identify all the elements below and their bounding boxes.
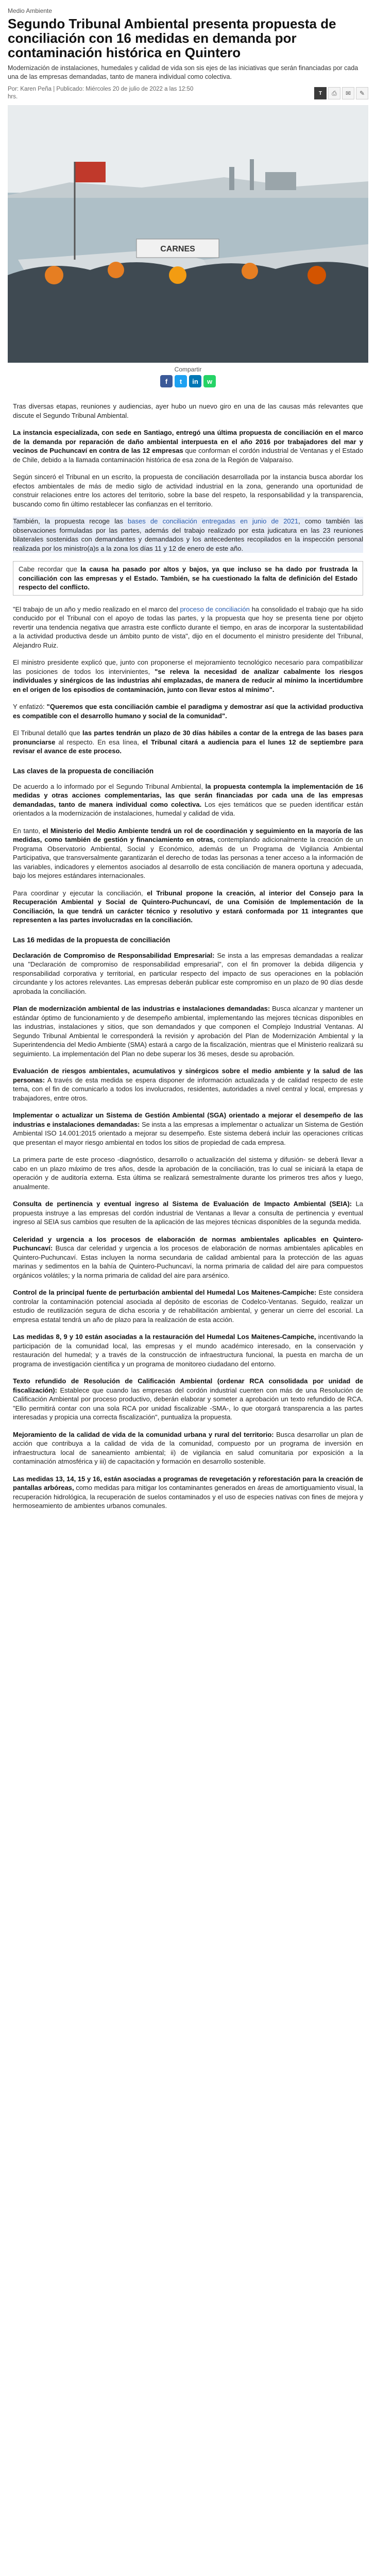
inline-link[interactable]: bases de conciliación entregadas en junio de 2021: [128, 517, 299, 525]
paragraph: El ministro presidente explicó que, junto con proponerse el mejoramiento tecnológico necesario para compatibilizar las posiciones de todos los intervinientes, "se releva la necesidad de analizar cabalmente los riesgos individuales y sinérgicos de las industrias ahí emplazadas, de manera de reducir al mínimo la incertidumbre en el origen de los episodios de contaminación, junto con llevar estos al mínimo".: [13, 658, 363, 693]
paragraph: Tras diversas etapas, reuniones y audiencias, ayer hubo un nuevo giro en una de las causas más relevantes que discute el Segundo Tribunal Ambiental.: [13, 402, 363, 419]
photo-person-4: [242, 263, 258, 279]
article-subtitle: Modernización de instalaciones, humedales y calidad de vida son sis ejes de las iniciativas que serán financiadas por cada una de las empresas demandadas, tanto de manera individual como colectiva.: [8, 64, 358, 80]
paragraph: De acuerdo a lo informado por el Segundo Tribunal Ambiental, la propuesta contempla la implementación de 16 medidas y otras acciones complementarias, las que serán financiadas por cada una de las empresas demandadas, tanto de manera individual como colectiva. Los ejes temáticos que se pueden identificar están orientados a la modernización de instalaciones, humedal y calidad de vida.: [13, 782, 363, 817]
paragraph: Cabe recordar que la causa ha pasado por altos y bajos, ya que incluso se ha dado por frustrada la conciliación con las empresas y el Estado. También, se ha cuestionado la falta de definición del Estado respecto del conflicto.: [19, 565, 357, 591]
measure-item: Plan de modernización ambiental de las industrias e instalaciones demandadas: Busca alcanzar y mantener un estándar óptimo de funcionamiento y de desempeño ambiental, implementando las mejores técnicas disponibles en las industrias, instalaciones y sitios, que son demandados y que componen el Complejo Industrial Ventanas. Al Segundo Tribunal Ambiental le corresponderá la revisión y aprobación del Plan de Modernización Ambiental y la Superintendencia del Medio Ambiente (SMA) estará a cargo de la fiscalización, mientras que el Ministerio realizará su seguimiento. La implementación del Plan no debe superar los 36 meses, desde su aprobación.: [13, 1005, 363, 1058]
measure-item: Declaración de Compromiso de Responsabilidad Empresarial: Se insta a las empresas demandadas a realizar una "Declaración de compromiso de responsabilidad empresarial", con el fin promover la debida diligencia y responsabilidad corporativa y territorial, en particular respecto del impacto de sus operaciones en la población circundante y los actores relevantes. Las empresas deberán publicar este compromiso en un plazo de 90 días desde aprobada la conciliación.: [13, 951, 364, 995]
measure-item: La primera parte de este proceso -diagnóstico, desarrollo o actualización del sistema y difusión- se deberá llevar a cabo en un plazo máximo de tres años, desde la aprobación de la conciliación, tras lo cual se iniciará la etapa de operación y de auditoría externa. Esta última se realizará semestralmente durante los primeros tres años y luego, anualmente.: [13, 1156, 363, 1191]
measure-item: Mejoramiento de la calidad de vida de la comunidad urbana y rural del territorio: Busca desarrollar un plan de acción que contribuya a la calidad de vida de la comunidad, compuesto por un programa de inversión en infraestructura local de saneamiento ambiental; ii) de vigilancia en salud comunitaria por exposición a la contaminación atmosférica y iii) de capacitación y formación en desarrollo sostenible.: [13, 1430, 363, 1465]
subheading: Las 16 medidas de la propuesta de conciliación: [13, 936, 170, 944]
section-label[interactable]: Medio Ambiente: [8, 7, 53, 14]
photo-person: [45, 266, 63, 284]
paragraph: Según sinceró el Tribunal en un escrito, la propuesta de conciliación desarrollada por la instancia busca abordar los efectos ambientales de más de medio siglo de actividad industrial en la zona, generando una oportunidad de construir relaciones entre los actores del territorio, sobre la base del respeto, la responsabilidad y la transparencia, buscando como fin último restablecer las confianzas en el territorio.: [13, 473, 363, 508]
paragraph: Para coordinar y ejecutar la conciliación, el Tribunal propone la creación, al interior del Consejo para la Recuperación Ambiental y Social de Quintero-Puchuncaví, de una Comisión de Implementación de la Conciliación, la que tendrá un carácter técnico y resolutivo y estará conformada por 11 integrantes que representen a las partes involucradas en la conciliación.: [13, 889, 363, 924]
mail-icon[interactable]: ✉: [342, 87, 354, 99]
photo-sign-text: CARNES: [160, 245, 195, 253]
share-label: Compartir: [174, 366, 202, 373]
measure-item: Implementar o actualizar un Sistema de Gestión Ambiental (SGA) orientado a mejorar el desempeño de las industrias e instalaciones demandadas: Se insta a las empresas a implementar o actualizar un Sistema de Gestión Ambiental ISO 14.001:2015 orientado a mejorar su desempeño. Este sistema deberá incluir las operaciones críticas que presentan el mayor riesgo ambiental en todos los sitios de propiedad de cada empresa.: [13, 1111, 363, 1146]
subheading: Las claves de la propuesta de conciliación: [13, 767, 154, 775]
photo-industry-2: [250, 159, 254, 190]
paragraph: La instancia especializada, con sede en Santiago, entregó una última propuesta de conciliación en el marco de la demanda por reparación de daño ambiental interpuesta en el año 2016 por trabajadores del mar y vecinos de Puchuncaví en contra de las 12 empresas que conforman el cordón industrial de Ventanas y el Estado de Chile, debido a la llamada contaminación histórica de esa zona de la Región de Valparaíso.: [13, 429, 363, 464]
measure-item: Celeridad y urgencia a los procesos de elaboración de normas ambientales aplicables en Quintero-Puchuncaví: Busca dar celeridad y urgencia a los procesos de elaboración de normas ambientales aplicables en Quintero-Puchuncaví. Estas incluyen la norma secundaria de calidad ambiental para la protección de las aguas marinas y sedimentos en la bahía de Quintero-Puchuncaví, la norma primaria de calidad del aire para compuestos orgánicos volátiles; y la norma primaria de calidad del aire para arsénico.: [13, 1235, 363, 1279]
measure-item: Evaluación de riesgos ambientales, acumulativos y sinérgicos sobre el medio ambiente y la salud de las personas: A través de esta medida se espera disponer de información actualizada y de calidad respecto de este tema, con el fin de comunicarlo a todos los involucrados, residentes, autoridades a nivel central y local, empresas y trabajadores, entre otros.: [13, 1067, 363, 1102]
comment-icon[interactable]: ✎: [356, 87, 368, 99]
print-icon[interactable]: ⎙: [328, 87, 340, 99]
measure-item: Consulta de pertinencia y eventual ingreso al Sistema de Evaluación de Impacto Ambiental (SEIA): La propuesta instruye a las empresas del cordón industrial de Ventanas a llevar a consulta de pertinencia y eventual ingreso al SEIA sus cambios que resulten de la aplicación de las mejores técnicas disponibles de la segunda medida.: [13, 1200, 363, 1226]
facebook-icon[interactable]: f: [160, 375, 173, 387]
photo-person-5: [307, 266, 326, 284]
measure-item: Las medidas 13, 14, 15 y 16, están asociadas a programas de revegetación y reforestación para la creación de pantallas arbóreas, como medidas para mitigar los contaminantes generados en áreas de amortiguamiento visual, la recuperación hidrológica, la recuperación de suelos contaminados y el uso de especies nativas con fines de mejora y hermoseamiento de ambientes urbanos comunales.: [13, 1475, 363, 1510]
font-size-button[interactable]: T: [314, 87, 327, 99]
linkedin-icon[interactable]: in: [189, 375, 201, 387]
whatsapp-icon[interactable]: w: [203, 375, 216, 387]
article: [8, 0, 368, 1534]
measure-item: Control de la principal fuente de perturbación ambiental del Humedal Los Maitenes-Campiche: Este considera controlar la contaminación potencial asociada al depósito de escorias de Codelco-Ventanas. Seguido, realizar un estudio de reutilización segura de dicha escoria y de rehabilitación ambiental, y generar un cierre del escorial. La empresa estatal tendrá un año de plazo para la realización de esta acción.: [13, 1289, 363, 1324]
photo-person-2: [108, 262, 124, 278]
article-tools: [314, 87, 368, 99]
paragraph: Y enfatizó: "Queremos que esta conciliación cambie el paradigma y demostrar así que la actividad productiva es compatible con el desarrollo humano y social de la comunidad".: [13, 703, 363, 720]
byline-line1: Por: Karen Peña | Publicado: Miércoles 20 de julio de 2022 a las 12:50: [8, 86, 194, 92]
byline-line2: hrs.: [8, 94, 18, 100]
paragraph: En tanto, el Ministerio del Medio Ambiente tendrá un rol de coordinación y seguimiento en la mayoría de las medidas, como también de gestión y financiamiento en otras, contemplando adicionalmente la creación de un Programa Observatorio Ambiental, Social y Económico, además de un Programa de Vigilancia Ambiental Participativa, que transversalmente garantizarán el derecho de todas las personas a tener acceso a la información de las variables, indicadores y elementos asociados al desarrollo de esta conciliación de manera oportuna y adecuada, bajo los mejores estándares internacionales.: [13, 826, 363, 879]
twitter-icon[interactable]: t: [175, 375, 187, 387]
paragraph: "El trabajo de un año y medio realizado en el marco del proceso de conciliación ha consolidado el trabajo que ha sido conducido por el Tribunal con el apoyo de todas las partes, y la propuesta que hoy se presenta tiene por objeto revertir una tendencia negativa que arrastra este conflicto durante el tiempo, en aras de incorporar la sustentabilidad a la actividad productiva desde un ámbito punto de vista", dijo en el documento el ministro presidente del Tribunal, Alejandro Ruiz.: [13, 605, 363, 649]
measure-item: Texto refundido de Resolución de Calificación Ambiental (ordenar RCA consolidada por unidad de fiscalización): Establece que cuando las empresas del cordón industrial cuenten con más de una Resolución de Calificación Ambiental por proceso productivo, deberán elaborar y someter a aprobación un texto refundido de RCA. "Ello permitirá contar con una sola RCA por unidad fiscalizable -SMA-, lo que otorgará transparencia a las partes interesadas y propicia una correcta fiscalización", puntualiza la propuesta.: [13, 1377, 363, 1421]
paragraph: También, la propuesta recoge las bases de conciliación entregadas en junio de 2021, como también las observaciones formuladas por las partes, además del trabajo realizado por esta judicatura en las 23 reuniones bilaterales sostenidas con demandantes y demandados y los antecedentes recopilados en la inspección personal realizada por los ministro(a)s a la zona los días 11 y 12 de enero de este año.: [13, 517, 363, 552]
photo-industry-3: [265, 172, 296, 190]
paragraph: El Tribunal detalló que las partes tendrán un plazo de 30 días hábiles a contar de la entrega de las bases para pronunciarse al respecto. En esa línea, el Tribunal citará a audiencia para el lunes 12 de septiembre para revisar el avance de este proceso.: [13, 729, 363, 755]
measure-item: Las medidas 8, 9 y 10 están asociadas a la restauración del Humedal Los Maitenes-Campiche, incentivando la participación de la comunidad local, las empresas y el mundo académico interesado, en la conservación y restauración del humedal; y a través de la construcción de infraestructura funcional, la puesta en marcha de un programa de investigación científica y un programa de monitoreo ciudadano del entorno.: [13, 1333, 364, 1368]
meta-row: [8, 86, 368, 101]
article-title: Segundo Tribunal Ambiental presenta propuesta de conciliación con 16 medidas en demanda por contaminación histórica en Quintero: [8, 16, 336, 60]
highlight-box: [13, 561, 363, 596]
photo-industry: [229, 167, 234, 190]
photo-person-3: [169, 266, 186, 284]
inline-link[interactable]: proceso de conciliación: [180, 605, 250, 613]
byline: [8, 86, 193, 101]
photo-boat-flag: [75, 162, 106, 182]
share-bar: [8, 375, 368, 387]
article-photo: [8, 105, 368, 363]
article-body: [8, 402, 368, 1511]
